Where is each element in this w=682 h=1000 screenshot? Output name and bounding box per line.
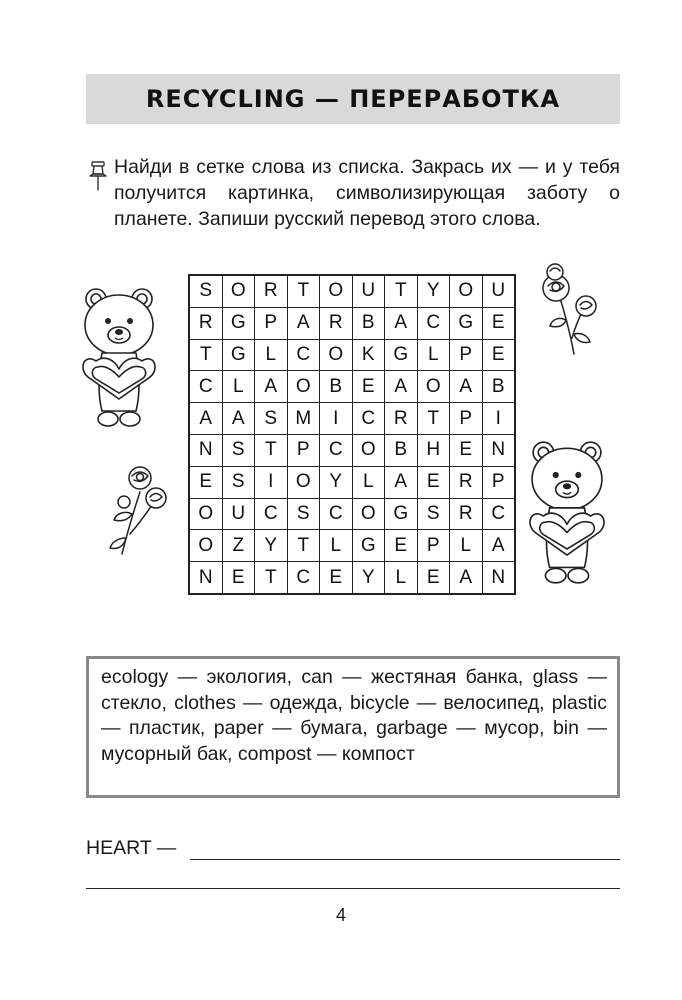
page-number: 4 — [335, 905, 346, 925]
grid-cell[interactable]: Y — [352, 562, 385, 594]
grid-cell[interactable]: G — [222, 339, 255, 371]
grid-cell[interactable]: E — [385, 530, 418, 562]
grid-cell[interactable]: P — [417, 530, 450, 562]
grid-cell[interactable]: N — [482, 434, 515, 466]
grid-cell[interactable]: B — [352, 307, 385, 339]
grid-cell[interactable]: G — [352, 530, 385, 562]
grid-cell[interactable]: C — [482, 498, 515, 530]
grid-cell[interactable]: T — [287, 275, 320, 307]
roses-top-right — [528, 262, 604, 358]
grid-cell[interactable]: E — [417, 562, 450, 594]
grid-cell[interactable]: R — [450, 466, 483, 498]
grid-cell[interactable]: C — [320, 498, 353, 530]
instructions-text: Найди в сетке слова из списка. Закрась их — и у тебя получится картинка, символизирующая заботу о планете. Запиши русский перевод этого слова. — [114, 156, 620, 230]
grid-cell[interactable]: L — [255, 339, 288, 371]
grid-cell[interactable]: O — [189, 498, 222, 530]
grid-cell[interactable]: N — [189, 434, 222, 466]
grid-row — [189, 371, 515, 403]
grid-cell[interactable]: E — [482, 339, 515, 371]
word-list-text: ecology — экология, can — жестяная банка, glass — стекло, clothes — одежда, bicycle — велосипед, plastic — пластик, paper — бумага, garbage — мусор, bin — мусорный бак, compost — компост — [101, 666, 607, 765]
grid-cell[interactable]: R — [450, 498, 483, 530]
grid-cell[interactable]: T — [255, 562, 288, 594]
grid-cell[interactable]: C — [287, 562, 320, 594]
grid-row — [189, 339, 515, 371]
grid-cell[interactable]: L — [450, 530, 483, 562]
answer-label: HEART — — [86, 837, 177, 859]
grid-cell[interactable]: L — [320, 530, 353, 562]
word-search-grid — [188, 274, 516, 595]
answer-line[interactable] — [190, 839, 620, 860]
grid-cell[interactable]: U — [482, 275, 515, 307]
grid-cell[interactable]: G — [385, 339, 418, 371]
grid-cell[interactable]: O — [320, 275, 353, 307]
pushpin-icon — [86, 160, 110, 192]
grid-cell[interactable]: S — [222, 434, 255, 466]
grid-cell[interactable]: E — [352, 371, 385, 403]
grid-cell[interactable]: G — [450, 307, 483, 339]
grid-cell[interactable]: O — [320, 339, 353, 371]
grid-cell[interactable]: L — [352, 466, 385, 498]
grid-cell[interactable]: K — [352, 339, 385, 371]
grid-cell[interactable]: C — [255, 498, 288, 530]
grid-cell[interactable]: L — [385, 562, 418, 594]
answer-row — [86, 836, 620, 860]
grid-cell[interactable]: P — [255, 307, 288, 339]
grid-cell[interactable]: Y — [320, 466, 353, 498]
grid-cell[interactable]: O — [287, 371, 320, 403]
grid-cell[interactable]: R — [320, 307, 353, 339]
grid-cell[interactable]: O — [189, 530, 222, 562]
grid-cell[interactable]: R — [189, 307, 222, 339]
grid-cell[interactable]: A — [287, 307, 320, 339]
grid-cell[interactable]: T — [287, 530, 320, 562]
grid-cell[interactable]: A — [385, 371, 418, 403]
grid-cell[interactable]: C — [189, 371, 222, 403]
grid-cell[interactable]: P — [450, 403, 483, 435]
grid-cell[interactable]: N — [482, 562, 515, 594]
title-bar — [86, 74, 620, 124]
grid-cell[interactable]: E — [450, 434, 483, 466]
teddy-bear-left — [74, 283, 164, 433]
grid-cell[interactable]: I — [482, 403, 515, 435]
grid-cell[interactable]: A — [255, 371, 288, 403]
grid-cell[interactable]: M — [287, 403, 320, 435]
teddy-bear-right — [520, 436, 614, 590]
grid-cell[interactable]: S — [417, 498, 450, 530]
grid-row — [189, 307, 515, 339]
grid-cell[interactable]: S — [287, 498, 320, 530]
grid-cell[interactable]: L — [417, 339, 450, 371]
grid-cell[interactable]: S — [255, 403, 288, 435]
grid-cell[interactable]: H — [417, 434, 450, 466]
grid-cell[interactable]: O — [287, 466, 320, 498]
grid-cell[interactable]: B — [482, 371, 515, 403]
grid-row — [189, 530, 515, 562]
grid-cell[interactable]: I — [255, 466, 288, 498]
grid-cell[interactable]: E — [417, 466, 450, 498]
grid-cell[interactable]: C — [287, 339, 320, 371]
grid-cell[interactable]: E — [320, 562, 353, 594]
grid-cell[interactable]: Z — [222, 530, 255, 562]
grid-cell[interactable]: P — [482, 466, 515, 498]
grid-cell[interactable]: I — [320, 403, 353, 435]
grid-cell[interactable]: C — [417, 307, 450, 339]
grid-cell[interactable]: Y — [417, 275, 450, 307]
grid-cell[interactable]: G — [385, 498, 418, 530]
grid-cell[interactable]: A — [450, 562, 483, 594]
answer-line-2[interactable] — [86, 888, 620, 889]
grid-cell[interactable]: S — [222, 466, 255, 498]
grid-cell[interactable]: R — [255, 275, 288, 307]
grid-cell[interactable]: A — [189, 403, 222, 435]
grid-cell[interactable]: E — [482, 307, 515, 339]
roses-left — [96, 462, 172, 558]
grid-cell[interactable]: U — [352, 275, 385, 307]
grid-cell[interactable]: P — [287, 434, 320, 466]
grid-cell[interactable]: B — [320, 371, 353, 403]
grid-row — [189, 466, 515, 498]
grid-cell[interactable]: U — [222, 498, 255, 530]
grid-cell[interactable]: A — [450, 371, 483, 403]
grid-row — [189, 403, 515, 435]
grid-cell[interactable]: R — [385, 403, 418, 435]
grid-cell[interactable]: O — [352, 498, 385, 530]
grid-row — [189, 275, 515, 307]
grid-cell[interactable]: T — [385, 275, 418, 307]
grid-cell[interactable]: A — [385, 466, 418, 498]
word-list-box — [86, 656, 620, 798]
grid-cell[interactable]: C — [320, 434, 353, 466]
grid-cell[interactable]: Y — [255, 530, 288, 562]
grid-cell[interactable]: L — [222, 371, 255, 403]
grid-cell[interactable]: T — [255, 434, 288, 466]
grid-cell[interactable]: G — [222, 307, 255, 339]
grid-row — [189, 562, 515, 594]
page-title: RECYCLING — ПЕРЕРАБОТКА — [145, 85, 561, 113]
grid-cell[interactable]: S — [189, 275, 222, 307]
grid-cell[interactable]: O — [222, 275, 255, 307]
grid-cell[interactable]: A — [482, 530, 515, 562]
grid-cell[interactable]: A — [385, 307, 418, 339]
grid-cell[interactable]: A — [222, 403, 255, 435]
grid-cell[interactable]: T — [417, 403, 450, 435]
grid-cell[interactable]: T — [189, 339, 222, 371]
grid-cell[interactable]: N — [189, 562, 222, 594]
grid-cell[interactable]: O — [352, 434, 385, 466]
grid-row — [189, 434, 515, 466]
grid-cell[interactable]: P — [450, 339, 483, 371]
grid-cell[interactable]: C — [352, 403, 385, 435]
grid-cell[interactable]: E — [189, 466, 222, 498]
grid-cell[interactable]: B — [385, 434, 418, 466]
grid-cell[interactable]: O — [417, 371, 450, 403]
grid-cell[interactable]: E — [222, 562, 255, 594]
grid-row — [189, 498, 515, 530]
grid-cell[interactable]: O — [450, 275, 483, 307]
